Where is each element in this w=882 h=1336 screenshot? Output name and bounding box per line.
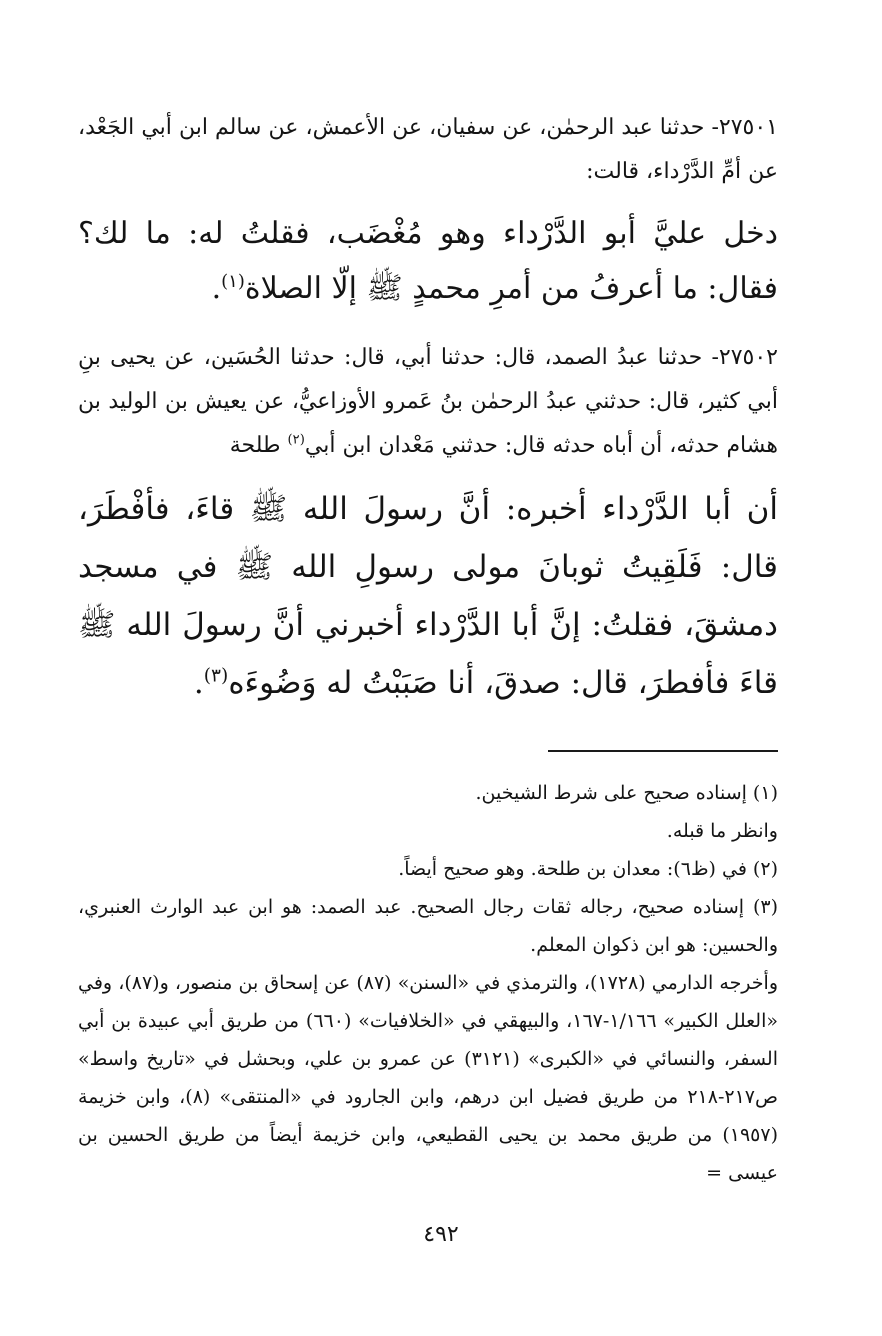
footnote-2: (٢) في (ظ٦): معدان بن طلحة. وهو صحيح أيضاً. — [398, 858, 778, 880]
hadith-27502-text — [78, 480, 778, 712]
hadith-27502-chain-text: ٢٧٥٠٢- حدثنا عبدُ الصمد، قال: حدثنا أبي، قال: حدثنا الحُسَين، عن يحيى بنِ أبي كثير، قال: حدثني عبدُ الرحمٰن بنُ عَمرو الأوزاعيُّ، عن يعيش بن الوليد بن هشام حدثه، أن أباه حدثه قال: حدثني مَعْدان ابن أبي — [78, 345, 778, 458]
footnote-ref-3[interactable]: (٣) — [203, 665, 229, 687]
footnote-3: (٣) إسناده صحيح، رجاله ثقات رجال الصحيح. عبد الصمد: هو ابن عبد الوارث العنبري، والحسين: هو ابن ذكوان المعلم. — [78, 896, 778, 956]
hadith-27502-end: . — [193, 665, 204, 701]
hadith-27501-chain-text: ٢٧٥٠١- حدثنا عبد الرحمٰن، عن سفيان، عن الأعمش، عن سالم ابن أبي الجَعْد، عن أمِّ الدَّرْداء، قالت: — [78, 115, 778, 184]
hadith-27502-chain-end: طلحة — [229, 433, 288, 458]
footnote-divider — [548, 750, 778, 752]
hadith-27501-chain — [78, 106, 778, 194]
page-number: ٤٩٢ — [423, 1222, 459, 1247]
footnote-1: (١) إسناده صحيح على شرط الشيخين. — [475, 782, 778, 804]
hadith-27501-text — [78, 206, 778, 316]
footnote-ref-2[interactable]: (٢) — [287, 432, 305, 448]
hadith-27501-end: . — [211, 271, 222, 306]
footnote-3-continued: وأخرجه الدارمي (١٧٢٨)، والترمذي في «السنن» (٨٧) عن إسحاق بن منصور، و(٨٧)، وفي «العلل الكبير» ١/١٦٦-١٦٧، والبيهقي في «الخلافيات» (٦٦٠) من طريق أبي عبيدة بن أبي السفر، والنسائي في «الكبرى» (٣١٢١) عن عمرو بن علي، وبحشل في «تاريخ واسط» ص٢١٧-٢١٨ من طريق فضيل ابن درهم، وابن الجارود في «المنتقى» (٨)، وابن خزيمة (١٩٥٧) من طريق محمد بن يحيى القطيعي، وابن خزيمة أيضاً من طريق الحسين بن عيسى = — [78, 972, 778, 1184]
hadith-27502-chain — [78, 336, 778, 468]
footnote-ref-1[interactable]: (١) — [221, 271, 245, 292]
footnotes — [78, 774, 778, 1192]
hadith-27502-body: أن أبا الدَّرْداء أخبره: أنَّ رسولَ الله ﷺ قاءَ، فأفْطَرَ، قال: فَلَقِيتُ ثوبانَ مولى رسولِ الله ﷺ في مسجد دمشقَ، فقلتُ: إنَّ أبا الدَّرْداء أخبرني أنَّ رسولَ الله ﷺ قاءَ فأفطرَ، قال: صدقَ، أنا صَبَبْتُ له وَضُوءَه — [78, 491, 778, 701]
page-body — [78, 106, 778, 1192]
hadith-27501-body: دخل عليَّ أبو الدَّرْداء وهو مُغْضَب، فقلتُ له: ما لك؟ فقال: ما أعرفُ من أمرِ محمدٍ ﷺ إلّا الصلاة — [78, 216, 778, 306]
footnote-1-continued: وانظر ما قبله. — [666, 820, 778, 842]
